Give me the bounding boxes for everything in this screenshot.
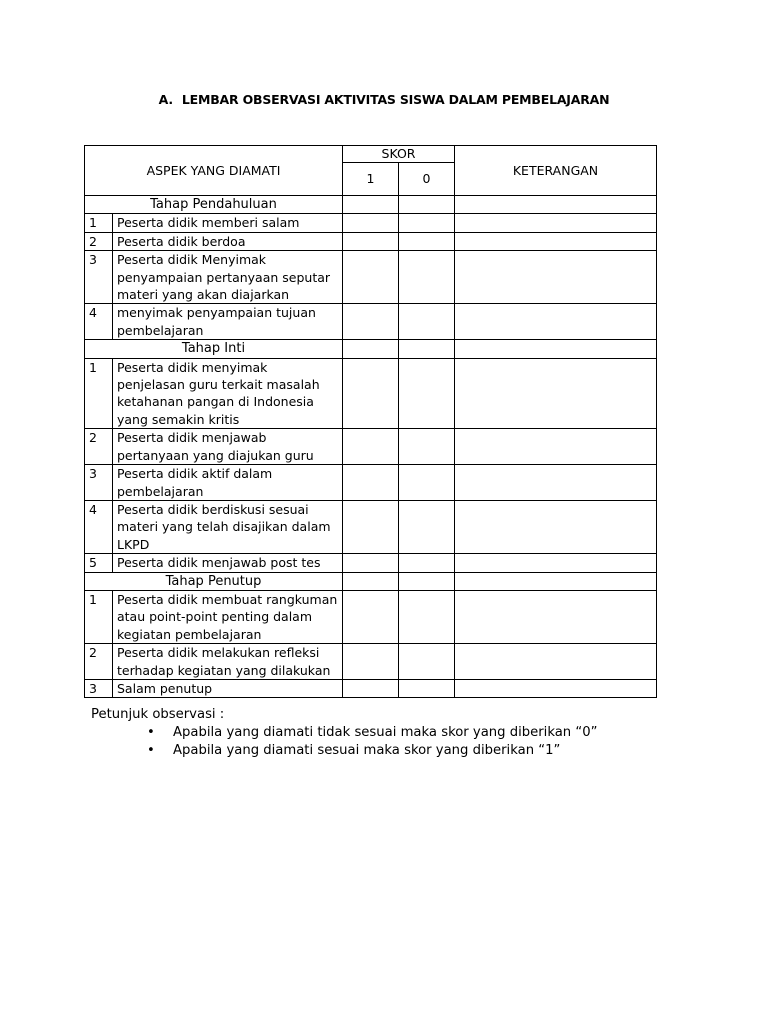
score-1-cell[interactable]: [343, 429, 399, 465]
score-0-cell[interactable]: [399, 644, 455, 680]
score-cell[interactable]: [399, 340, 455, 358]
notes-cell[interactable]: [455, 500, 657, 553]
notes-cell[interactable]: [455, 644, 657, 680]
guide-item-text: Apabila yang diamati sesuai maka skor yang diberikan “1”: [173, 743, 561, 758]
section-header-row: [85, 340, 657, 358]
row-number: 2: [85, 429, 113, 465]
notes-cell[interactable]: [455, 232, 657, 250]
notes-cell[interactable]: [455, 679, 657, 697]
score-1-cell[interactable]: [343, 644, 399, 680]
header-score-0: 0: [399, 163, 455, 196]
row-number: 4: [85, 500, 113, 553]
row-number: 3: [85, 465, 113, 501]
table-row: [85, 232, 657, 250]
score-1-cell[interactable]: [343, 232, 399, 250]
table-row: [85, 304, 657, 340]
score-0-cell[interactable]: [399, 465, 455, 501]
section-title: Tahap Penutup: [85, 572, 343, 590]
score-1-cell[interactable]: [343, 679, 399, 697]
score-cell[interactable]: [343, 572, 399, 590]
score-cell[interactable]: [343, 340, 399, 358]
aspect-text: Peserta didik Menyimak penyampaian pertanyaan seputar materi yang akan diajarkan: [113, 251, 343, 304]
score-0-cell[interactable]: [399, 214, 455, 232]
table-row: [85, 465, 657, 501]
guide-item: [91, 742, 597, 760]
row-number: 2: [85, 644, 113, 680]
guide-item: [91, 724, 597, 742]
observation-guide: [91, 706, 597, 760]
score-0-cell[interactable]: [399, 590, 455, 643]
aspect-text: Peserta didik berdoa: [113, 232, 343, 250]
score-0-cell[interactable]: [399, 554, 455, 572]
table-row: [85, 679, 657, 697]
section-title: Tahap Inti: [85, 340, 343, 358]
row-number: 3: [85, 251, 113, 304]
notes-cell[interactable]: [455, 590, 657, 643]
aspect-text: menyimak penyampaian tujuan pembelajaran: [113, 304, 343, 340]
notes-cell[interactable]: [455, 572, 657, 590]
aspect-text: Peserta didik membuat rangkuman atau point-point penting dalam kegiatan pembelajaran: [113, 590, 343, 643]
notes-cell[interactable]: [455, 554, 657, 572]
notes-cell[interactable]: [455, 465, 657, 501]
row-number: 1: [85, 358, 113, 429]
row-number: 1: [85, 214, 113, 232]
score-cell[interactable]: [399, 572, 455, 590]
notes-cell[interactable]: [455, 196, 657, 214]
row-number: 1: [85, 590, 113, 643]
aspect-text: Peserta didik berdiskusi sesuai materi yang telah disajikan dalam LKPD: [113, 500, 343, 553]
guide-item-text: Apabila yang diamati tidak sesuai maka skor yang diberikan “0”: [173, 725, 598, 740]
aspect-text: Peserta didik memberi salam: [113, 214, 343, 232]
aspect-text: Salam penutup: [113, 679, 343, 697]
table-row: [85, 429, 657, 465]
notes-cell[interactable]: [455, 358, 657, 429]
score-cell[interactable]: [343, 196, 399, 214]
score-1-cell[interactable]: [343, 358, 399, 429]
row-number: 4: [85, 304, 113, 340]
score-0-cell[interactable]: [399, 232, 455, 250]
notes-cell[interactable]: [455, 429, 657, 465]
row-number: 2: [85, 232, 113, 250]
bullet-dot-icon: •: [147, 725, 155, 740]
section-title: Tahap Pendahuluan: [85, 196, 343, 214]
observation-table: [84, 145, 657, 698]
table-row: [85, 554, 657, 572]
aspect-text: Peserta didik melakukan refleksi terhadap kegiatan yang dilakukan: [113, 644, 343, 680]
row-number: 3: [85, 679, 113, 697]
table-row: [85, 251, 657, 304]
score-1-cell[interactable]: [343, 465, 399, 501]
table-row: [85, 214, 657, 232]
guide-list: [91, 724, 597, 760]
score-1-cell[interactable]: [343, 214, 399, 232]
table-row: [85, 358, 657, 429]
bullet-dot-icon: •: [147, 743, 155, 758]
guide-label: Petunjuk observasi :: [91, 707, 225, 722]
score-0-cell[interactable]: [399, 429, 455, 465]
title-text: LEMBAR OBSERVASI AKTIVITAS SISWA DALAM PEMBELAJARAN: [181, 92, 610, 107]
section-header-row: [85, 572, 657, 590]
page-title: [0, 92, 768, 107]
aspect-text: Peserta didik menyimak penjelasan guru terkait masalah ketahanan pangan di Indonesia yang semakin kritis: [113, 358, 343, 429]
score-1-cell[interactable]: [343, 590, 399, 643]
score-0-cell[interactable]: [399, 304, 455, 340]
score-1-cell[interactable]: [343, 554, 399, 572]
aspect-text: Peserta didik aktif dalam pembelajaran: [113, 465, 343, 501]
aspect-text: Peserta didik menjawab post tes: [113, 554, 343, 572]
score-0-cell[interactable]: [399, 679, 455, 697]
table-body: [85, 196, 657, 698]
notes-cell[interactable]: [455, 340, 657, 358]
notes-cell[interactable]: [455, 251, 657, 304]
header-score-1: 1: [343, 163, 399, 196]
title-number: A.: [158, 92, 173, 107]
score-1-cell[interactable]: [343, 304, 399, 340]
score-0-cell[interactable]: [399, 500, 455, 553]
table-row: [85, 500, 657, 553]
row-number: 5: [85, 554, 113, 572]
score-cell[interactable]: [399, 196, 455, 214]
aspect-text: Peserta didik menjawab pertanyaan yang diajukan guru: [113, 429, 343, 465]
table-row: [85, 590, 657, 643]
score-0-cell[interactable]: [399, 358, 455, 429]
score-0-cell[interactable]: [399, 251, 455, 304]
header-notes: KETERANGAN: [455, 146, 657, 196]
section-header-row: [85, 196, 657, 214]
score-1-cell[interactable]: [343, 500, 399, 553]
notes-cell[interactable]: [455, 304, 657, 340]
notes-cell[interactable]: [455, 214, 657, 232]
score-1-cell[interactable]: [343, 251, 399, 304]
header-aspect: ASPEK YANG DIAMATI: [85, 146, 343, 196]
table-row: [85, 644, 657, 680]
header-score: SKOR: [343, 146, 455, 163]
